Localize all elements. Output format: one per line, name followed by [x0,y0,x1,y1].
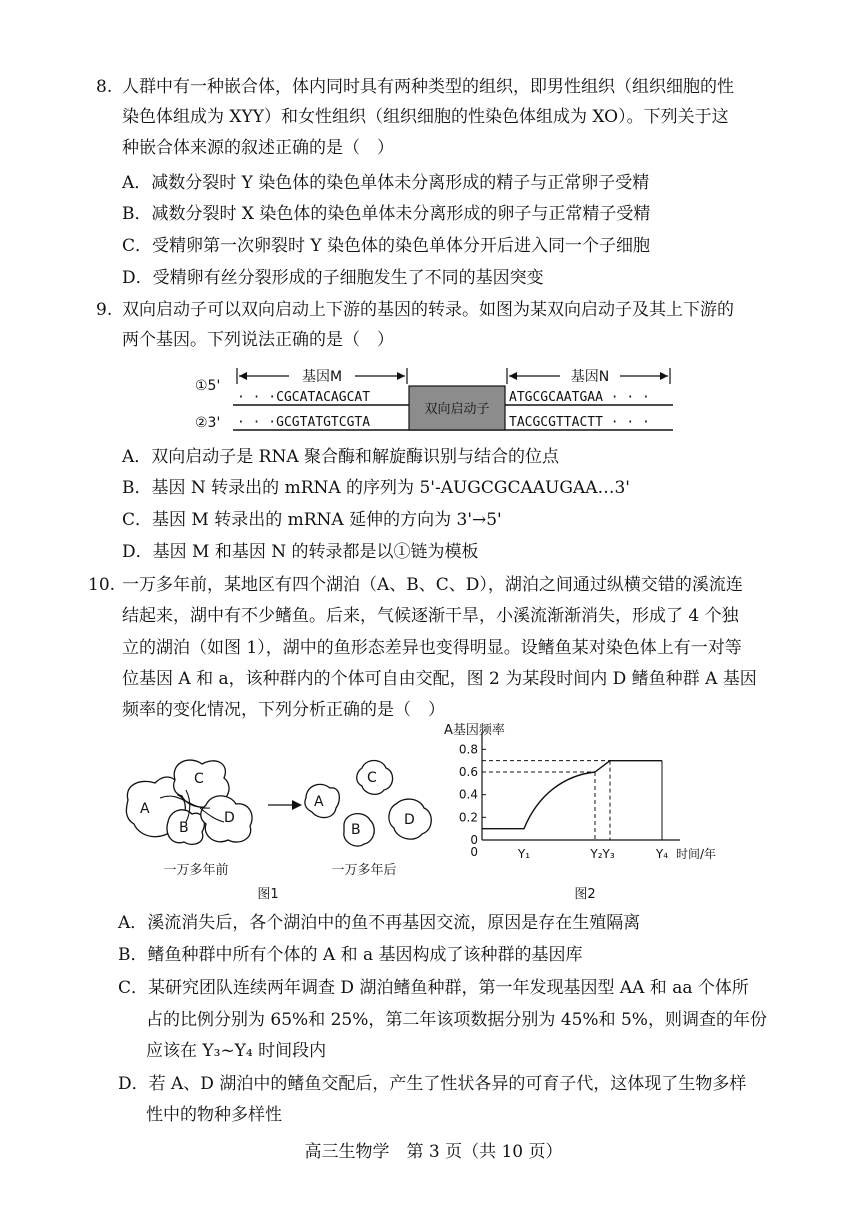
question-stem-line: 立的湖泊（如图 1），湖中的鱼形态差异也变得明显。设鳍鱼某对染色体上有一对等 [122,638,742,658]
question-number: 8. [96,77,113,97]
option-d-continued: 性中的物种多样性 [146,1105,282,1125]
option-c: C．受精卵第一次卵裂时 Y 染色体的染色单体分开后进入同一个子细胞 [122,236,651,256]
question-stem-line: 结起来，湖中有不少鳍鱼。后来，气候逐渐干旱，小溪流渐渐消失，形成了 4 个独 [122,606,739,626]
option-a: A．溪流消失后，各个湖泊中的鱼不再基因交流，原因是存在生殖隔离 [118,913,641,933]
option-d: D．若 A、D 湖泊中的鳍鱼交配后，产生了性状各异的可育子代，这体现了生物多样 [118,1074,747,1094]
gene-n-label: 基因N [570,369,610,385]
figure-2-caption: 图2 [574,887,596,902]
y-tick-label: 0.8 [458,742,478,757]
y-tick-label: 0.6 [458,765,478,779]
y-tick-label: 0 [470,833,478,847]
gene-m-top-sequence: · · ·CGCATACAGCAT [237,390,371,405]
question-stem-line: 染色体组成为 XYY）和女性组织（组织细胞的性染色体组成为 XO）。下列关于这 [122,107,729,127]
promoter-label: 双向启动子 [424,402,490,417]
x-tick-label: Y₄ [655,847,669,861]
arrow-right-icon [292,800,302,810]
x-axis-title: 时间/年 [676,847,717,861]
lake-label-c: C [194,771,204,787]
lake-label-a: A [140,801,150,817]
arrow-right-icon [397,372,405,380]
question-stem-line: 双向启动子可以双向启动上下游的基因的转录。如图为某双向启动子及其上下游的 [122,300,734,320]
question-number: 10. [88,575,116,595]
y-tick-label: 0.2 [458,810,478,825]
before-label: 一万多年前 [163,863,229,878]
series-line [482,761,662,829]
gene-n-bottom-sequence: TACGCGTTACTT · · · [509,415,650,430]
question-stem-line: 种嵌合体来源的叙述正确的是（ ） [122,138,394,158]
lakes-figure [120,750,450,900]
question-stem-line: 频率的变化情况，下列分析正确的是（ ） [122,700,445,720]
lake-label-b: B [179,820,189,836]
option-a: A．双向启动子是 RNA 聚合酶和解旋酶识别与结合的位点 [122,447,560,467]
arrow-left-icon [239,372,247,380]
lake-label-c: C [367,770,377,786]
option-c: C．某研究团队连续两年调查 D 湖泊鳍鱼种群，第一年发现基因型 AA 和 aa 个体所 [118,978,749,998]
option-a: A．减数分裂时 Y 染色体的染色单体未分离形成的精子与正常卵子受精 [122,173,650,193]
question-stem-line: 位基因 A 和 a，该种群内的个体可自由交配，图 2 为某段时间内 D 鳍鱼种群 A 基因 [122,669,757,689]
lake-label-d: D [224,810,235,826]
strand-1-label: ①5' [195,378,221,394]
strand-2-label: ②3' [195,415,221,431]
option-c-continued: 占的比例分别为 65%和 25%，第二年该项数据分别为 45%和 5%，则调查的年份 [146,1010,767,1030]
x-tick-label: Y₂Y₃ [590,847,615,861]
option-c-continued: 应该在 Y₃~Y₄ 时间段内 [146,1041,327,1061]
page-footer: 高三生物学 第 3 页（共 10 页） [304,1142,563,1162]
gene-m-label: 基因M [301,369,343,385]
lake-label-d: D [404,812,415,828]
question-stem-line: 人群中有一种嵌合体，体内同时具有两种类型的组织，即男性组织（组织细胞的性 [122,77,734,97]
option-b: B．基因 N 转录出的 mRNA 的序列为 5'-AUGCGCAAUGAA…3' [122,478,630,498]
option-d: D．受精卵有丝分裂形成的子细胞发生了不同的基因突变 [122,268,544,288]
option-b: B．减数分裂时 X 染色体的染色单体未分离形成的卵子与正常精子受精 [122,204,651,224]
arrow-right-icon [660,372,668,380]
option-b: B．鳍鱼种群中所有个体的 A 和 a 基因构成了该种群的基因库 [118,945,583,965]
y-axis-title: A基因频率 [444,723,505,738]
after-label: 一万多年后 [331,863,397,878]
figure-1-caption: 图1 [257,887,279,900]
gene-m-bottom-sequence: · · ·GCGTATGTCGTA [237,415,371,430]
question-stem-line: 两个基因。下列说法正确的是（ ） [122,330,394,350]
x-tick-label: Y₁ [517,847,531,861]
option-c: C．基因 M 转录出的 mRNA 延伸的方向为 3'→5' [122,510,502,530]
y-tick-label: 0.4 [458,787,478,802]
promoter-diagram [195,360,675,435]
gene-frequency-chart [440,720,740,902]
arrow-left-icon [509,372,517,380]
lake-label-b: B [351,822,361,838]
question-number: 9. [96,300,113,320]
lake-label-a: A [314,794,324,810]
gene-n-top-sequence: ATGCGCAATGAA · · · [509,390,650,405]
option-d: D．基因 M 和基因 N 的转录都是以①链为模板 [122,542,479,562]
x-origin-label: 0 [470,845,478,859]
question-stem-line: 一万多年前，某地区有四个湖泊（A、B、C、D），湖泊之间通过纵横交错的溪流连 [122,575,743,595]
